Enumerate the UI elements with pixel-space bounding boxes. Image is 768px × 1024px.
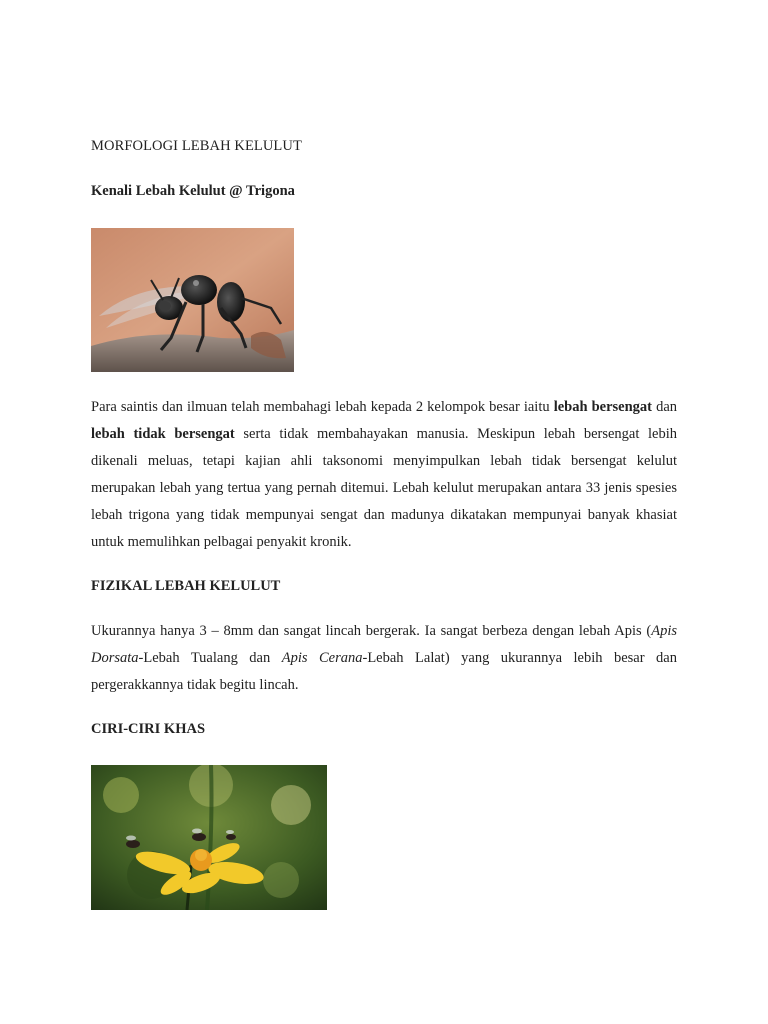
intro-paragraph [91, 394, 677, 556]
bee-photo [91, 228, 294, 372]
para1-bold-stingless: lebah tidak bersengat [91, 426, 235, 442]
flower-bees-photo [91, 765, 327, 910]
heading-ciri-ciri: CIRI-CIRI KHAS [91, 721, 206, 737]
para2-italic-apis-cerana: Apis Cerana [281, 650, 363, 666]
para2-text-3: -Lebah Lalat) yang ukurannya lebih besar dan pergerakkannya tidak begitu lincah. [91, 650, 677, 693]
document-subtitle: Kenali Lebah Kelulut @ Trigona [91, 183, 295, 199]
heading-fizikal: FIZIKAL LEBAH KELULUT [91, 578, 281, 594]
para2-text-1: Ukurannya hanya 3 – 8mm dan sangat lincah bergerak. Ia sangat berbeza dengan lebah Apis ( [91, 623, 652, 639]
para1-text-3: serta tidak membahayakan manusia. Meskipun lebah bersengat lebih dikenali meluas, tetapi kajian ahli taksonomi menyimpulkan lebah tidak bersengat kelulut merupakan lebah yang tertua yang pernah ditemui. Lebah kelulut merupakan antara 33 jenis spesies lebah trigona yang tidak mempunyai sengat dan madunya dikatakan mempunyai banyak khasiat untuk memulihkan pelbagai penyakit kronik. [91, 426, 677, 550]
para2-text-2: -Lebah Tualang dan [138, 650, 282, 666]
para2-italic-apis-dorsata: Apis Dorsata [91, 623, 677, 666]
para1-bold-stinging: lebah bersengat [553, 399, 653, 415]
para1-text-2: dan [652, 399, 678, 415]
document-title: MORFOLOGI LEBAH KELULUT [91, 138, 302, 154]
physical-paragraph [91, 618, 677, 699]
para1-text-1: Para saintis dan ilmuan telah membahagi lebah kepada 2 kelompok besar iaitu [91, 399, 554, 415]
